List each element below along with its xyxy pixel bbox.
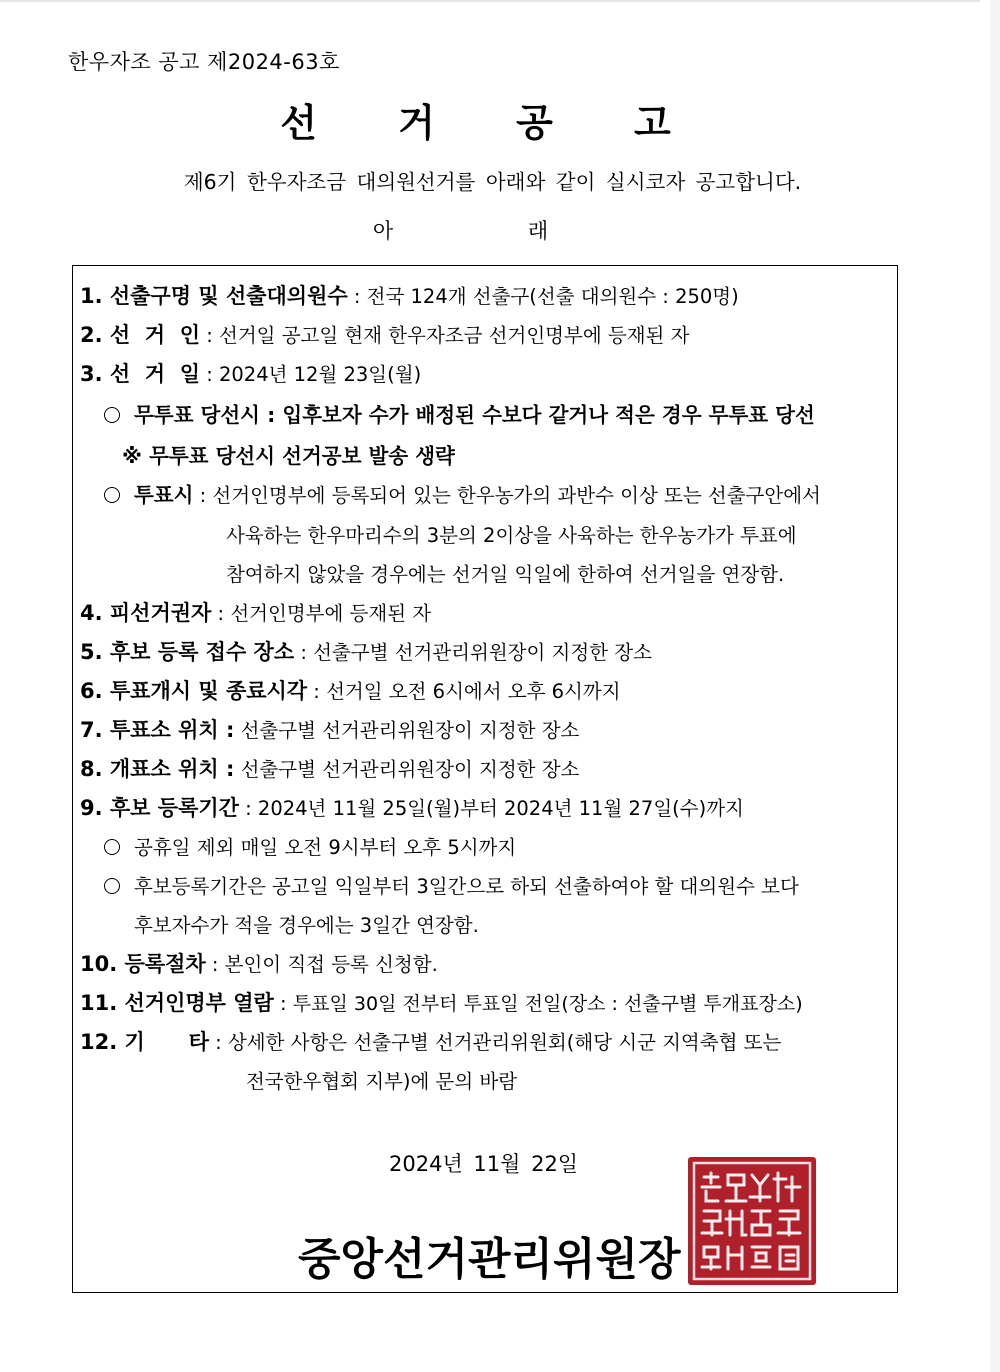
official-seal-icon [686,1155,818,1287]
item-sep: : [211,602,231,625]
item-label: 1. 선출구명 및 선출대의원수 [80,284,348,308]
item-sep: : [200,324,219,347]
notice-date: 2024년 11월 22일 [389,1152,579,1176]
item-sep: : [205,953,225,976]
item-9 [80,795,744,822]
item-sep: : [347,285,367,308]
vote-text: 사육하는 한우마리수의 3분의 2이상을 사육하는 한우농가가 투표에 [226,524,797,547]
item-text: 본인이 직접 등록 신청함. [224,953,438,976]
item-sep: : [238,797,258,820]
item-text: 선출구별 선거관리위원장이 지정한 장소 [313,641,652,664]
item-12-line2 [246,1068,517,1095]
item-label: 11. 선거인명부 열람 [80,991,274,1015]
item-9-extension [104,873,799,900]
item-12 [80,1029,781,1056]
item-text: 선거인명부에 등재된 자 [230,602,432,625]
extension-text: 후보등록기간은 공고일 익일부터 3일간으로 하되 선출하여야 할 대의원수 보다 [134,875,799,898]
item-label: 6. 투표개시 및 종료시각 [80,679,308,703]
item-label: 3. 선 거 일 [80,362,201,386]
circle-bullet-icon [104,407,120,423]
item-label: 9. 후보 등록기간 [80,796,239,820]
item-3-vote-line3 [226,561,784,588]
item-text: 상세한 사항은 선출구별 선거관리위원회(해당 시군 지역축협 또는 [227,1031,782,1054]
item-text: 2024년 12월 23일(월) [218,363,422,386]
item-5 [80,639,652,666]
item-3-vote-line2 [226,522,797,549]
circle-bullet-icon [104,878,120,894]
item-3-note [122,443,455,469]
notice-number: 한우자조 공고 제2024-63호 [68,50,340,74]
item-text: 2024년 11월 25일(월)부터 2024년 11월 27일(수)까지 [257,797,744,820]
item-text: 선거일 공고일 현재 한우자조금 선거인명부에 등재된 자 [218,324,690,347]
item-sep: : [294,641,314,664]
signer-title: 중앙선거관리위원장 [298,1234,681,1285]
item-label: 10. 등록절차 [80,952,206,976]
item-text: 선출구별 선거관리위원장이 지정한 장소 [240,758,580,781]
item-6 [80,678,621,705]
item-label: 4. 피선거권자 [80,601,212,625]
page-edge [990,0,1000,1372]
item-sep: : [273,992,293,1015]
item-3 [80,361,421,388]
item-sep: : [200,363,219,386]
circle-bullet-icon [104,487,120,503]
vote-sep: : [193,484,213,507]
uncontested-note: ※ 무투표 당선시 선거공보 발송 생략 [122,444,455,468]
item-text: 선출구별 선거관리위원장이 지정한 장소 [240,719,580,742]
vote-text: 참여하지 않았을 경우에는 선거일 익일에 한하여 선거일을 연장함. [226,563,785,586]
page-title: 선 거 공 고 [280,101,705,145]
item-3-vote [104,482,821,509]
extension-text: 후보자수가 적을 경우에는 3일간 연장함. [134,914,479,937]
item-label: 2. 선 거 인 [80,323,201,347]
item-text: 전국한우협회 지부)에 문의 바람 [246,1070,518,1093]
item-text: 투표일 30일 전부터 투표일 전일(장소 : 선출구별 투개표장소) [292,993,803,1015]
item-10 [80,951,438,978]
item-label: 8. 개표소 위치 : [80,757,235,781]
item-8 [80,756,579,783]
top-rule [0,0,980,2]
vote-label: 투표시 [134,483,194,507]
below-marker: 아 래 [372,219,613,243]
circle-bullet-icon [104,839,120,855]
item-3-uncontested [104,402,815,428]
item-7 [80,717,579,744]
vote-text: 선거인명부에 등록되어 있는 한우농가의 과반수 이상 또는 선출구안에서 [212,484,821,507]
item-label: 12. 기 타 [80,1030,209,1054]
item-11 [80,990,803,1017]
uncontested-text: 무투표 당선시 : 입후보자 수가 배정된 수보다 같거나 적은 경우 무투표 당선 [134,403,815,427]
hours-text: 공휴일 제외 매일 오전 9시부터 오후 5시까지 [134,836,517,859]
item-9-hours [104,834,516,861]
intro-text: 제6기 한우자조금 대의원선거를 아래와 같이 실시코자 공고합니다. [183,170,802,194]
item-label: 5. 후보 등록 접수 장소 [80,640,295,664]
item-label: 7. 투표소 위치 : [80,718,235,742]
item-sep: : [208,1031,228,1054]
item-sep: : [307,680,327,703]
item-1 [80,283,739,310]
item-4 [80,600,431,627]
item-2 [80,322,689,349]
item-9-extension-line2 [134,912,479,939]
item-text: 선거일 오전 6시에서 오후 6시까지 [326,680,621,703]
item-text: 전국 124개 선출구(선출 대의원수 : 250명) [366,285,739,308]
